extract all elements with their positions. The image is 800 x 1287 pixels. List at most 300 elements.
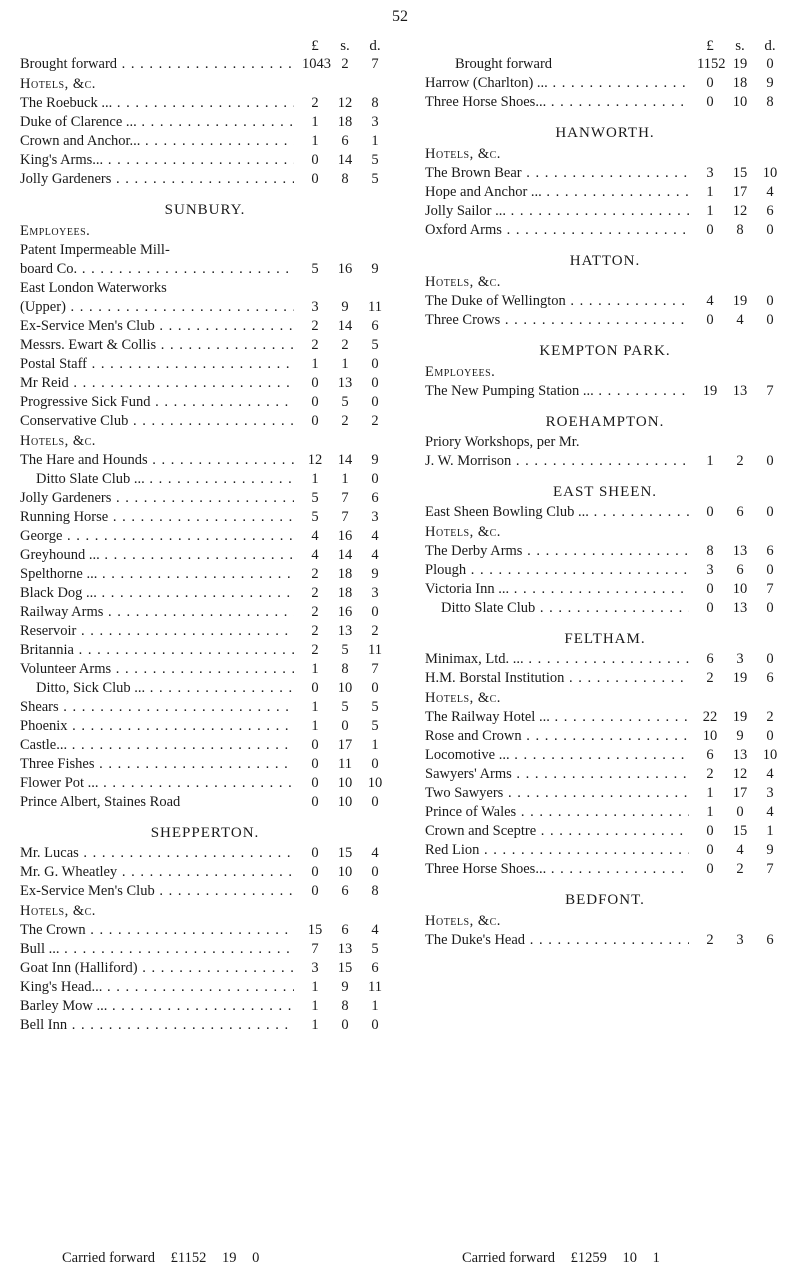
row-label: Locomotive ... . . .: [425, 746, 689, 765]
row-label: H.M. Borstal Institution . . .: [425, 669, 689, 688]
left-column: [20, 38, 390, 1035]
ledger-row: [20, 717, 390, 736]
ledger-row: [425, 93, 785, 112]
shillings-value: 2: [341, 56, 349, 72]
pounds-value: 0: [706, 581, 714, 597]
shillings-value: 13: [732, 383, 748, 399]
pounds-value: 1: [311, 133, 319, 149]
ledger-row: [425, 382, 785, 401]
shillings-value: 16: [337, 528, 353, 544]
brought-forward-row: [425, 55, 785, 74]
shillings-value: 9: [341, 979, 349, 995]
pence-value: 9: [766, 75, 774, 91]
row-label: board Co. . . .: [20, 260, 294, 279]
row-label: Shears . . .: [20, 698, 294, 717]
shillings-value: 8: [341, 998, 349, 1014]
ledger-row: [20, 921, 390, 940]
ledger-row: [20, 489, 390, 508]
pence-value: 8: [371, 95, 379, 111]
row-label: Castle... . . .: [20, 736, 294, 755]
shillings-value: 7: [341, 509, 349, 525]
ledger-row: [425, 580, 785, 599]
pence-value: 5: [371, 337, 379, 353]
pence-value: 10: [762, 165, 778, 181]
ledger-row: [425, 503, 785, 522]
pence-value: 6: [371, 318, 379, 334]
town-heading: SUNBURY.: [164, 202, 246, 218]
pence-value: 1: [371, 998, 379, 1014]
shillings-value: 16: [337, 261, 353, 277]
pounds-value: 0: [311, 864, 319, 880]
pounds-value: 3: [706, 165, 714, 181]
town-heading: EAST SHEEN.: [552, 484, 658, 500]
pounds-value: 1: [311, 1017, 319, 1033]
shillings-value: 19: [732, 670, 748, 686]
pence-value: 11: [368, 979, 382, 995]
pence-value: 4: [371, 547, 379, 563]
shillings-value: 3: [736, 932, 744, 948]
ledger-row: [20, 622, 390, 641]
ledger-row: [425, 311, 785, 330]
pounds-header: £: [311, 38, 319, 54]
row-label: King's Arms... . . .: [20, 151, 294, 170]
row-label: The Roebuck ... . . .: [20, 94, 294, 113]
shillings-value: 17: [337, 737, 353, 753]
pounds-value: 5: [311, 509, 319, 525]
shillings-value: 2: [341, 337, 349, 353]
pounds-value: 2: [706, 766, 714, 782]
ledger-row: [20, 978, 390, 997]
pounds-value: 1: [311, 699, 319, 715]
pence-value: 4: [766, 766, 774, 782]
row-label: Mr. G. Wheatley . . .: [20, 863, 294, 882]
pounds-value: 0: [706, 823, 714, 839]
pence-value: 0: [766, 56, 774, 72]
town-heading: HATTON.: [569, 253, 641, 269]
pounds-value: 2: [311, 642, 319, 658]
shillings-value: 12: [337, 95, 353, 111]
row-label: The Duke of Wellington . . .: [425, 292, 689, 311]
town-heading: ROEHAMPTON.: [545, 414, 665, 430]
pence-value: 6: [766, 670, 774, 686]
shillings-value: 18: [337, 585, 353, 601]
row-label: Crown and Anchor... . . .: [20, 132, 294, 151]
row-label: Two Sawyers . . .: [425, 784, 689, 803]
ledger-row: [20, 94, 390, 113]
ledger-row: [425, 746, 785, 765]
pence-value: 0: [766, 293, 774, 309]
page-number: 52: [392, 8, 408, 25]
pence-value: 11: [368, 642, 382, 658]
carried-forward-label: Carried forward: [462, 1250, 555, 1266]
pence-value: 6: [371, 490, 379, 506]
pence-value: 0: [371, 471, 379, 487]
pence-value: 4: [371, 845, 379, 861]
pence-value: 0: [371, 356, 379, 372]
pounds-value: 0: [311, 756, 319, 772]
shillings-value: 6: [736, 504, 744, 520]
shillings-value: 4: [736, 842, 744, 858]
ledger-row: [425, 727, 785, 746]
row-label: Three Horse Shoes... . . .: [425, 860, 689, 879]
ledger-row: [20, 336, 390, 355]
pounds-value: 0: [311, 152, 319, 168]
brought-forward-row: [20, 55, 390, 74]
pence-value: 6: [766, 203, 774, 219]
ledger-row: [425, 561, 785, 580]
carried-forward-pence: 0: [252, 1250, 260, 1266]
shillings-value: 2: [736, 453, 744, 469]
pence-value: 6: [766, 543, 774, 559]
row-label: Prince of Wales . . .: [425, 803, 689, 822]
pence-value: 11: [368, 299, 382, 315]
pence-value: 0: [766, 562, 774, 578]
pence-value: 5: [371, 718, 379, 734]
row-label: Rose and Crown . . .: [425, 727, 689, 746]
shillings-value: 2: [736, 861, 744, 877]
ledger-row: [425, 74, 785, 93]
ledger-row: [425, 650, 785, 669]
ledger-row: [20, 451, 390, 470]
ledger-row: [425, 164, 785, 183]
pounds-value: 1: [706, 453, 714, 469]
row-label: Sawyers' Arms . . .: [425, 765, 689, 784]
pounds-value: 1: [311, 114, 319, 130]
ledger-row: [20, 660, 390, 679]
pence-value: 9: [766, 842, 774, 858]
row-label: The New Pumping Station ... . . .: [425, 382, 689, 401]
pounds-value: 0: [706, 75, 714, 91]
row-label: Conservative Club . . .: [20, 412, 294, 431]
row-label: Three Crows . . .: [425, 311, 689, 330]
pence-value: 5: [371, 941, 379, 957]
row-label: Crown and Sceptre . . .: [425, 822, 689, 841]
pence-value: 10: [367, 775, 383, 791]
pounds-value: 4: [311, 528, 319, 544]
pence-value: 3: [371, 509, 379, 525]
town-heading: KEMPTON PARK.: [539, 343, 671, 359]
shillings-value: 5: [341, 699, 349, 715]
row-label: Flower Pot ... . . .: [20, 774, 294, 793]
pence-value: 0: [371, 375, 379, 391]
shillings-value: 6: [341, 883, 349, 899]
row-label: Plough . . .: [425, 561, 689, 580]
ledger-list: [20, 451, 390, 812]
section-subheading: Hotels, &c.: [425, 524, 501, 540]
ledger-row: [425, 803, 785, 822]
shillings-value: 13: [337, 623, 353, 639]
ledger-row: [425, 542, 785, 561]
shillings-value: 3: [736, 651, 744, 667]
pence-value: 2: [371, 413, 379, 429]
section-subheading: Hotels, &c.: [20, 433, 96, 449]
pence-value: 0: [371, 680, 379, 696]
shillings-value: 6: [341, 133, 349, 149]
shillings-value: 18: [337, 114, 353, 130]
ledger-list: [425, 503, 785, 522]
ledger-row: [20, 260, 390, 279]
pounds-value: 0: [311, 794, 319, 810]
shillings-value: 15: [337, 960, 353, 976]
shillings-value: 13: [732, 600, 748, 616]
row-label: The Crown . . .: [20, 921, 294, 940]
row-label: Jolly Sailor ... . . .: [425, 202, 689, 221]
row-label: Bull ... . . .: [20, 940, 294, 959]
pounds-value: 3: [311, 960, 319, 976]
ledger-row: [20, 882, 390, 901]
row-label: Phoenix . . .: [20, 717, 294, 736]
pounds-value: 2: [311, 623, 319, 639]
row-label: Harrow (Charlton) ... . . .: [425, 74, 689, 93]
right-column: [425, 38, 785, 950]
shillings-value: 0: [736, 804, 744, 820]
pounds-value: 12: [307, 452, 323, 468]
pounds-value: 3: [706, 562, 714, 578]
pence-value: 5: [371, 171, 379, 187]
pounds-value: 1: [706, 785, 714, 801]
pence-value: 0: [766, 600, 774, 616]
pence-value: 8: [371, 883, 379, 899]
pence-value: 0: [766, 312, 774, 328]
row-label: The Duke's Head . . .: [425, 931, 689, 950]
shillings-value: 10: [337, 680, 353, 696]
shillings-value: 16: [337, 604, 353, 620]
shillings-value: 10: [337, 794, 353, 810]
shillings-value: 8: [341, 171, 349, 187]
pounds-value: 0: [706, 222, 714, 238]
pounds-value: 6: [706, 651, 714, 667]
pounds-value: 1152: [697, 56, 726, 72]
pence-value: 9: [371, 261, 379, 277]
wrapped-label-line: Patent Impermeable Mill-: [20, 242, 170, 258]
row-label: Bell Inn . . .: [20, 1016, 294, 1035]
pounds-value: 0: [311, 394, 319, 410]
pence-value: 2: [371, 623, 379, 639]
shillings-value: 13: [337, 375, 353, 391]
section-subheading: Hotels, &c.: [425, 913, 501, 929]
ledger-list: [425, 164, 785, 240]
pence-value: 5: [371, 699, 379, 715]
row-label: Brought forward: [455, 56, 553, 72]
pence-value: 0: [766, 728, 774, 744]
ledger-row: [20, 317, 390, 336]
shillings-value: 17: [732, 785, 748, 801]
shillings-value: 0: [341, 718, 349, 734]
ledger-row: [20, 1016, 390, 1035]
pounds-value: 10: [702, 728, 718, 744]
pounds-value: 1: [311, 998, 319, 1014]
pence-value: 0: [766, 504, 774, 520]
pence-header: d.: [369, 38, 381, 54]
pence-value: 0: [371, 794, 379, 810]
shillings-value: 0: [341, 1017, 349, 1033]
ledger-list: [425, 382, 785, 401]
row-label: George . . .: [20, 527, 294, 546]
carried-forward-shillings: 19: [221, 1250, 237, 1266]
pounds-value: 0: [706, 600, 714, 616]
ledger-row: [20, 793, 390, 812]
shillings-value: 19: [732, 709, 748, 725]
shillings-value: 9: [736, 728, 744, 744]
ledger-row: [425, 841, 785, 860]
row-label: The Railway Hotel ... . . .: [425, 708, 689, 727]
pounds-value: 2: [311, 318, 319, 334]
shillings-value: 5: [341, 394, 349, 410]
row-label: Duke of Clarence ... . . .: [20, 113, 294, 132]
shillings-value: 9: [341, 299, 349, 315]
pounds-value: 4: [706, 293, 714, 309]
section-subheading: Hotels, &c.: [20, 76, 96, 92]
pounds-value: 1: [706, 804, 714, 820]
carried-forward-shillings: 10: [622, 1250, 637, 1266]
pence-value: 0: [766, 651, 774, 667]
shillings-value: 13: [732, 543, 748, 559]
shillings-value: 14: [337, 547, 353, 563]
ledger-row: [20, 755, 390, 774]
pounds-value: 2: [311, 95, 319, 111]
ledger-list: [20, 94, 390, 189]
section-subheading: Employees.: [425, 364, 496, 380]
pence-value: 6: [766, 932, 774, 948]
pence-value: 1: [371, 737, 379, 753]
ledger-row: [20, 940, 390, 959]
row-label: Ex-Service Men's Club . . .: [20, 317, 294, 336]
row-label: Black Dog ... . . .: [20, 584, 294, 603]
ledger-row: [20, 546, 390, 565]
carried-forward-pence: 1: [652, 1250, 660, 1266]
shillings-value: 18: [337, 566, 353, 582]
pounds-value: 22: [702, 709, 718, 725]
shillings-value: 13: [732, 747, 748, 763]
shillings-value: 10: [337, 775, 353, 791]
ledger-list: [20, 298, 390, 431]
row-label: Messrs. Ewart & Collis . . .: [20, 336, 294, 355]
pounds-value: 4: [311, 547, 319, 563]
ledger-row: [425, 931, 785, 950]
carried-forward-right: [462, 1250, 672, 1267]
pence-value: 0: [371, 1017, 379, 1033]
row-label: Minimax, Ltd. ... . . .: [425, 650, 689, 669]
pence-value: 7: [371, 661, 379, 677]
row-label: Hope and Anchor ... . . .: [425, 183, 689, 202]
ledger-row: [20, 584, 390, 603]
pounds-value: 1: [706, 184, 714, 200]
currency-header: [20, 38, 390, 55]
row-label: Oxford Arms . . .: [425, 221, 689, 240]
shillings-value: 1: [341, 471, 349, 487]
pence-value: 5: [371, 152, 379, 168]
ledger-list: [425, 708, 785, 879]
row-label: Railway Arms . . .: [20, 603, 294, 622]
ledger-row: [425, 669, 785, 688]
row-label: Goat Inn (Halliford) . . .: [20, 959, 294, 978]
row-label: Victoria Inn ... . . .: [425, 580, 689, 599]
shillings-value: 1: [341, 356, 349, 372]
pence-value: 6: [371, 960, 379, 976]
pence-value: 0: [766, 222, 774, 238]
pence-value: 8: [766, 94, 774, 110]
pence-value: 4: [766, 184, 774, 200]
shillings-value: 8: [341, 661, 349, 677]
shillings-value: 15: [337, 845, 353, 861]
pounds-value: 1: [311, 661, 319, 677]
ledger-row: [425, 292, 785, 311]
row-label: The Derby Arms . . .: [425, 542, 689, 561]
pounds-value: 15: [307, 922, 323, 938]
shillings-value: 2: [341, 413, 349, 429]
row-label: The Brown Bear . . .: [425, 164, 689, 183]
pounds-value: 0: [311, 680, 319, 696]
pence-value: 1: [371, 133, 379, 149]
shillings-value: 8: [736, 222, 744, 238]
ledger-row: [425, 599, 785, 618]
town-heading: BEDFONT.: [565, 892, 645, 908]
shillings-value: 15: [732, 823, 748, 839]
section-subheading: Hotels, &c.: [425, 274, 501, 290]
shillings-value: 5: [341, 642, 349, 658]
pounds-value: 1: [311, 356, 319, 372]
pence-value: 1: [766, 823, 774, 839]
pounds-value: 0: [311, 775, 319, 791]
pounds-value: 0: [706, 861, 714, 877]
wrapped-label-line: Priory Workshops, per Mr.: [425, 434, 580, 450]
ledger-row: [425, 765, 785, 784]
shillings-header: s.: [340, 38, 350, 54]
pounds-header: £: [706, 38, 714, 54]
pounds-value: 0: [311, 171, 319, 187]
row-label: Mr Reid . . .: [20, 374, 294, 393]
pence-value: 9: [371, 452, 379, 468]
shillings-value: 12: [732, 766, 748, 782]
pounds-value: 3: [311, 299, 319, 315]
pence-value: 0: [371, 864, 379, 880]
shillings-header: s.: [735, 38, 745, 54]
pounds-value: 0: [706, 312, 714, 328]
pence-value: 0: [371, 394, 379, 410]
shillings-value: 19: [732, 293, 748, 309]
row-label: Reservoir . . .: [20, 622, 294, 641]
pence-value: 4: [371, 922, 379, 938]
row-label: Postal Staff . . .: [20, 355, 294, 374]
row-label: Ditto Slate Club ... . . .: [36, 470, 294, 489]
ledger-list: [20, 921, 390, 1035]
town-heading: HANWORTH.: [555, 125, 655, 141]
pence-value: 3: [766, 785, 774, 801]
ledger-row: [20, 527, 390, 546]
ledger-list: [425, 542, 785, 618]
ledger-row: [425, 822, 785, 841]
shillings-value: 15: [732, 165, 748, 181]
pounds-value: 1: [311, 718, 319, 734]
section-subheading: Employees.: [20, 223, 91, 239]
pounds-value: 2: [311, 337, 319, 353]
row-label: The Hare and Hounds . . .: [20, 451, 294, 470]
ledger-list: [425, 292, 785, 330]
ledger-row: [20, 736, 390, 755]
ledger-row: [20, 412, 390, 431]
pounds-value: 0: [706, 504, 714, 520]
ledger-row: [20, 698, 390, 717]
row-label: Ex-Service Men's Club . . .: [20, 882, 294, 901]
row-label: Ditto Slate Club . . .: [441, 599, 689, 618]
pounds-value: 0: [311, 883, 319, 899]
shillings-value: 14: [337, 318, 353, 334]
ledger-row: [425, 452, 785, 471]
ledger-row: [20, 603, 390, 622]
wrapped-label-line: East London Waterworks: [20, 280, 167, 296]
shillings-value: 4: [736, 312, 744, 328]
row-label: Mr. Lucas . . .: [20, 844, 294, 863]
